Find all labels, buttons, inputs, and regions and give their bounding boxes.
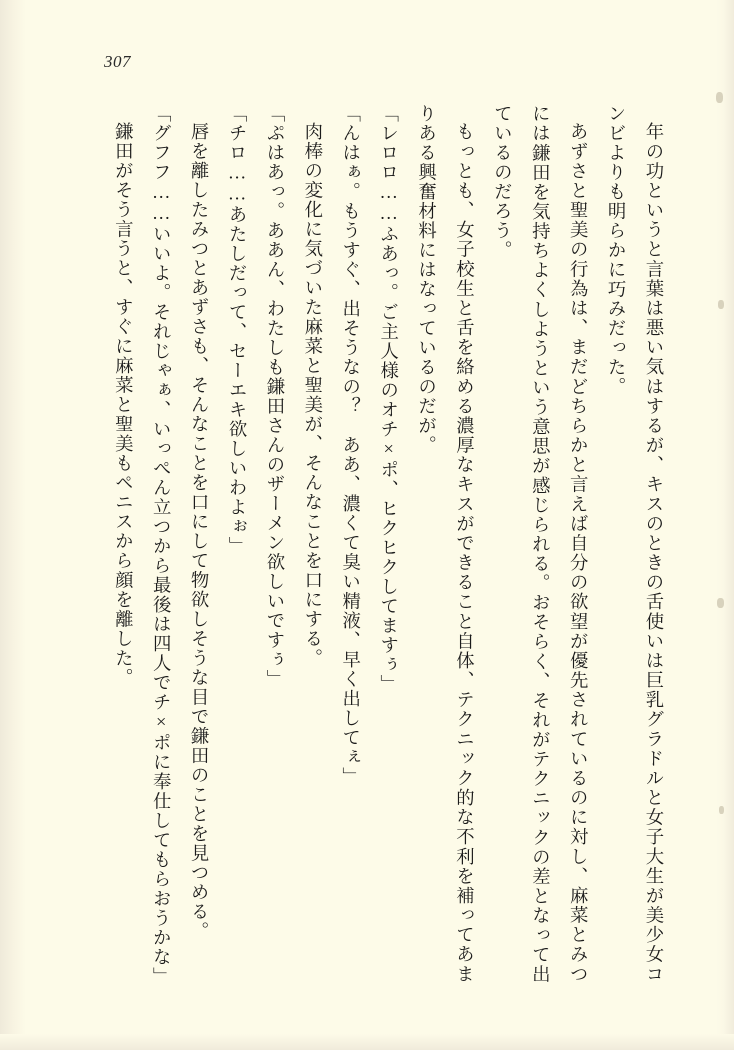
page-edge-shading-bottom [0, 1034, 734, 1050]
paper-speck [716, 92, 723, 103]
page-number: 307 [104, 52, 131, 71]
paper-speck [717, 598, 724, 608]
paragraph: あずさと聖美の行為は、まだどちらかと言えば自分の欲望が優先されているのに対し、麻菜とみつには鎌田を気持ちよくしようという意思が感じられる。おそらく、それがテクニックの差となって出ているのだろう。 [492, 104, 589, 984]
paragraph: 「グフフ……いいよ。それじゃぁ、いっぺん立つから最後は四人でチ×ポに奉仕してもらおうかな」 [151, 104, 172, 987]
page-edge-shading-right [716, 0, 734, 1050]
page-body-text [72, 104, 672, 987]
paragraph: 「チロ……あたしだって、セーエキ欲しいわよぉ」 [227, 104, 248, 556]
page-edge-shading-left [0, 0, 26, 1050]
paragraph: 「んはぁ。もうすぐ、出そうなの？ ああ、濃くて臭い精液、早く出してぇ」 [340, 104, 361, 787]
paragraph: 「ぷはあっ。ああん、わたしも鎌田さんのザーメン欲しいですぅ」 [264, 104, 285, 689]
paragraph: 肉棒の変化に気づいた麻菜と聖美が、そんなことを口にする。 [302, 122, 323, 669]
paper-speck [718, 300, 724, 309]
paper-speck [719, 806, 724, 814]
paragraph: 唇を離したみつとあずさも、そんなことを口にして物欲しそうな目で鎌田のことを見つめる。 [189, 122, 210, 942]
paragraph: 鎌田がそう言うと、すぐに麻菜と聖美もペニスから顔を離した。 [113, 122, 134, 688]
paragraph: 「レロロ……ふあっ。ご主人様のオチ×ポ、ヒクヒクしてますぅ」 [378, 104, 399, 694]
paragraph: 年の功というと言葉は悪い気はするが、キスのときの舌使いは巨乳グラドルと女子大生が美少女コンビよりも明らかに巧みだった。 [606, 104, 664, 984]
paragraph: もっとも、女子校生と舌を絡める濃厚なキスができること自体、テクニック的な不利を補ってあまりある興奮材料にはなっているのだが。 [416, 104, 475, 984]
